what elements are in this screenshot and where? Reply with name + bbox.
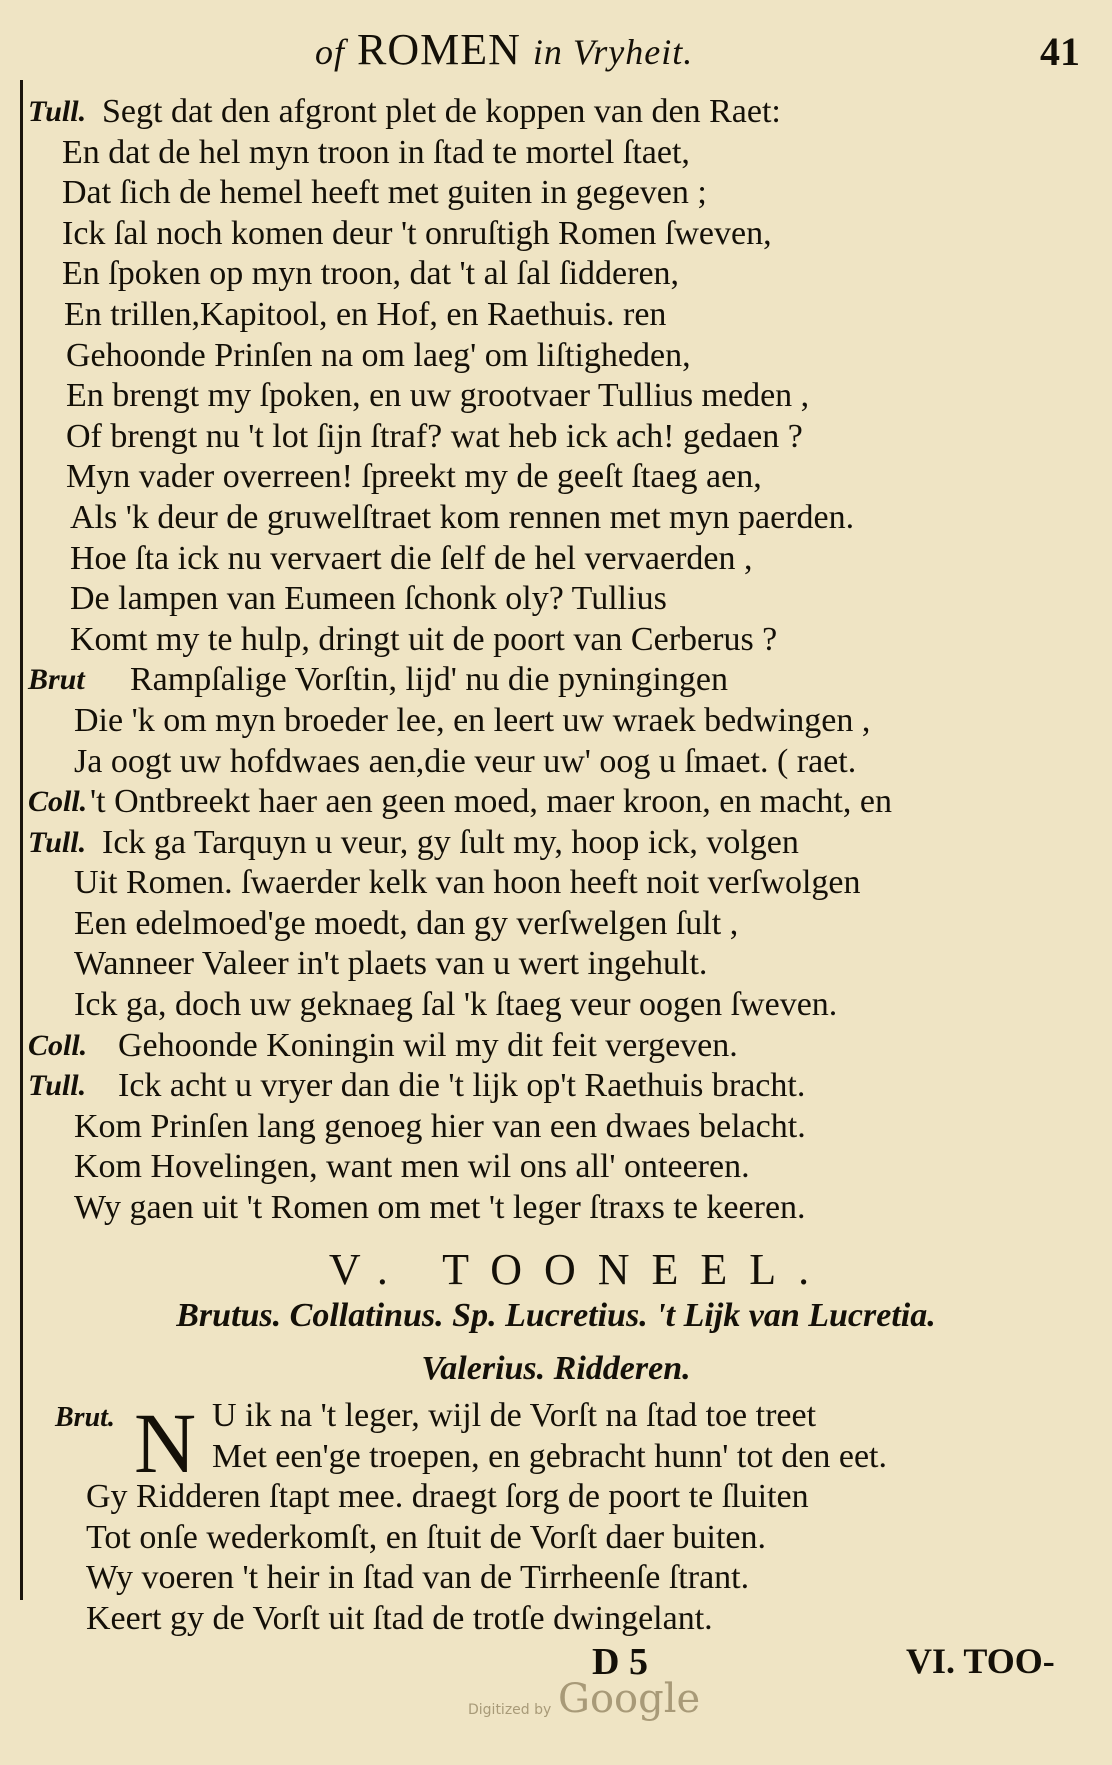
verse-text: 't Ontbreekt haer aen geen moed, maer kroon, en macht, en [90, 783, 892, 821]
verse-text: Ick ga Tarquyn u veur, gy ſult my, hoop ick, volgen [102, 823, 799, 861]
speaker-label: Tull. [28, 825, 87, 859]
verse-text: U ik na 't leger, wijl de Vorſt na ſtad toe treet [212, 1397, 817, 1434]
title-main: ROMEN [357, 25, 521, 74]
verse-text: Rampſalige Vorſtin, lijd' nu die pyningingen [130, 661, 728, 699]
verse-line [0, 539, 1112, 580]
verse-line [0, 254, 1112, 295]
running-header [0, 22, 1112, 82]
verse-line [0, 985, 1112, 1026]
verse-text: Dat ſich de hemel heeft met guiten in gegeven ; [62, 174, 707, 212]
verse-line [0, 1558, 1112, 1599]
verse-text: Wanneer Valeer in't plaets van u wert ingehult. [74, 945, 708, 983]
running-title [315, 24, 693, 75]
verse-line [0, 1147, 1112, 1188]
verse-text: Segt dat den afgront plet de koppen van den Raet: [102, 93, 781, 130]
title-suffix: in Vryheit. [532, 32, 694, 72]
verse-line [0, 620, 1112, 661]
watermark-brand: Google [558, 1676, 701, 1722]
verse-line [0, 1396, 1112, 1437]
verse-line [0, 863, 1112, 904]
verse-text: En ſpoken op myn troon, dat 't al ſal ſidderen, [62, 255, 680, 293]
verse-line [0, 1066, 1112, 1107]
drop-cap: N [134, 1395, 197, 1491]
verse-text: En trillen,Kapitool, en Hof, en Raethuis. ren [64, 295, 667, 333]
verse-text: Ja oogt uw hofdwaes aen,die veur uw' oog u ſmaet. ( raet. [74, 742, 857, 780]
verse-block [0, 92, 1112, 1229]
verse-line [0, 1107, 1112, 1148]
speaker-label: Tull. [28, 95, 87, 128]
verse-line [0, 133, 1112, 174]
verse-text: Ick ga, doch uw geknaeg ſal 'k ſtaeg veur oogen ſweven. [74, 986, 838, 1024]
verse-text: Myn vader overreen! ſpreekt my de geeſt ſtaeg aen, [66, 458, 762, 496]
verse-line [0, 417, 1112, 458]
verse-text: Gy Ridderen ſtapt mee. draegt ſorg de poort te ſluiten [86, 1478, 809, 1516]
verse-text: En dat de hel myn troon in ſtad te mortel ſtaet, [62, 133, 690, 171]
speaker-label: Coll. [28, 785, 88, 819]
verse-text: De lampen van Eumeen ſchonk oly? Tullius [70, 580, 667, 618]
verse-text: Tot onſe wederkomſt, en ſtuit de Vorſt daer buiten. [86, 1518, 766, 1556]
verse-text: Die 'k om myn broeder lee, en leert uw wraek bedwingen , [74, 701, 871, 739]
verse-text: Gehoonde Koningin wil my dit feit vergeven. [118, 1026, 738, 1064]
verse-text: Ick ſal noch komen deur 't onruſtigh Romen ſweven, [62, 214, 772, 252]
verse-line [0, 1026, 1112, 1067]
verse-line [0, 336, 1112, 377]
verse-line [0, 1518, 1112, 1559]
verse-line [0, 214, 1112, 255]
verse-line [0, 1188, 1112, 1229]
verse-line [0, 904, 1112, 945]
verse-line [0, 92, 1112, 133]
verse-text: Een edelmoed'ge moedt, dan gy verſwelgen ſult , [74, 904, 739, 942]
verse-text: Wy gaen uit 't Romen om met 't leger ſtraxs te keeren. [74, 1189, 806, 1227]
verse-line [0, 660, 1112, 701]
verse-block-2 [0, 1396, 1112, 1640]
verse-text: Wy voeren 't heir in ſtad van de Tirrheenſe ſtrant. [86, 1559, 750, 1597]
verse-line [0, 742, 1112, 783]
title-prefix: of [315, 32, 346, 72]
verse-text: Of brengt nu 't lot ſijn ſtraf? wat heb ick ach! gedaen ? [66, 417, 803, 455]
verse-line [0, 376, 1112, 417]
verse-line [0, 782, 1112, 823]
verse-text: Kom Hovelingen, want men wil ons all' onteeren. [74, 1148, 750, 1186]
speaker-label: Brut [28, 663, 85, 697]
verse-line [0, 1599, 1112, 1640]
speaker-label: Coll. [28, 1028, 88, 1062]
speaker-label: Brut. [55, 1402, 115, 1433]
verse-text: Hoe ſta ick nu vervaert die ſelf de hel vervaerden , [70, 539, 753, 577]
cast-list-line-2: Valerius. Ridderen. [421, 1350, 691, 1387]
verse-line [0, 173, 1112, 214]
verse-line [0, 457, 1112, 498]
page-number: 41 [1040, 29, 1080, 74]
verse-text: Keert gy de Vorſt uit ſtad de trotſe dwingelant. [86, 1599, 713, 1637]
verse-text: Uit Romen. ſwaerder kelk van hoon heeft noit verſwolgen [74, 864, 861, 902]
verse-line [0, 1437, 1112, 1478]
speaker-label: Tull. [28, 1069, 87, 1103]
verse-text: Komt my te hulp, dringt uit de poort van Cerberus ? [70, 620, 778, 658]
catchword: VI. TOO- [906, 1641, 1055, 1681]
scene-heading: V. TOONEEL. [328, 1245, 832, 1294]
digitized-watermark [468, 1676, 708, 1726]
verse-line [0, 1477, 1112, 1518]
verse-line [0, 944, 1112, 985]
verse-text: Gehoonde Prinſen na om laeg' om liſtigheden, [66, 336, 691, 374]
verse-text: Met een'ge troepen, en gebracht hunn' tot den eet. [212, 1437, 887, 1475]
verse-text: Ick acht u vryer dan die 't lijk op't Raethuis bracht. [118, 1067, 806, 1105]
verse-text: Kom Prinſen lang genoeg hier van een dwaes belacht. [74, 1107, 806, 1145]
verse-line [0, 498, 1112, 539]
verse-line [0, 295, 1112, 336]
verse-line [0, 579, 1112, 620]
verse-line [0, 701, 1112, 742]
verse-text: En brengt my ſpoken, en uw grootvaer Tullius meden , [66, 377, 810, 415]
verse-text: Als 'k deur de gruwelſtraet kom rennen met myn paerden. [70, 498, 855, 536]
verse-line [0, 823, 1112, 864]
signature-mark: D 5 [592, 1641, 648, 1683]
cast-list-line-1: Brutus. Collatinus. Sp. Lucretius. 't Lijk van Lucretia. [176, 1297, 936, 1334]
watermark-digitized-text: Digitized by [468, 1702, 552, 1718]
